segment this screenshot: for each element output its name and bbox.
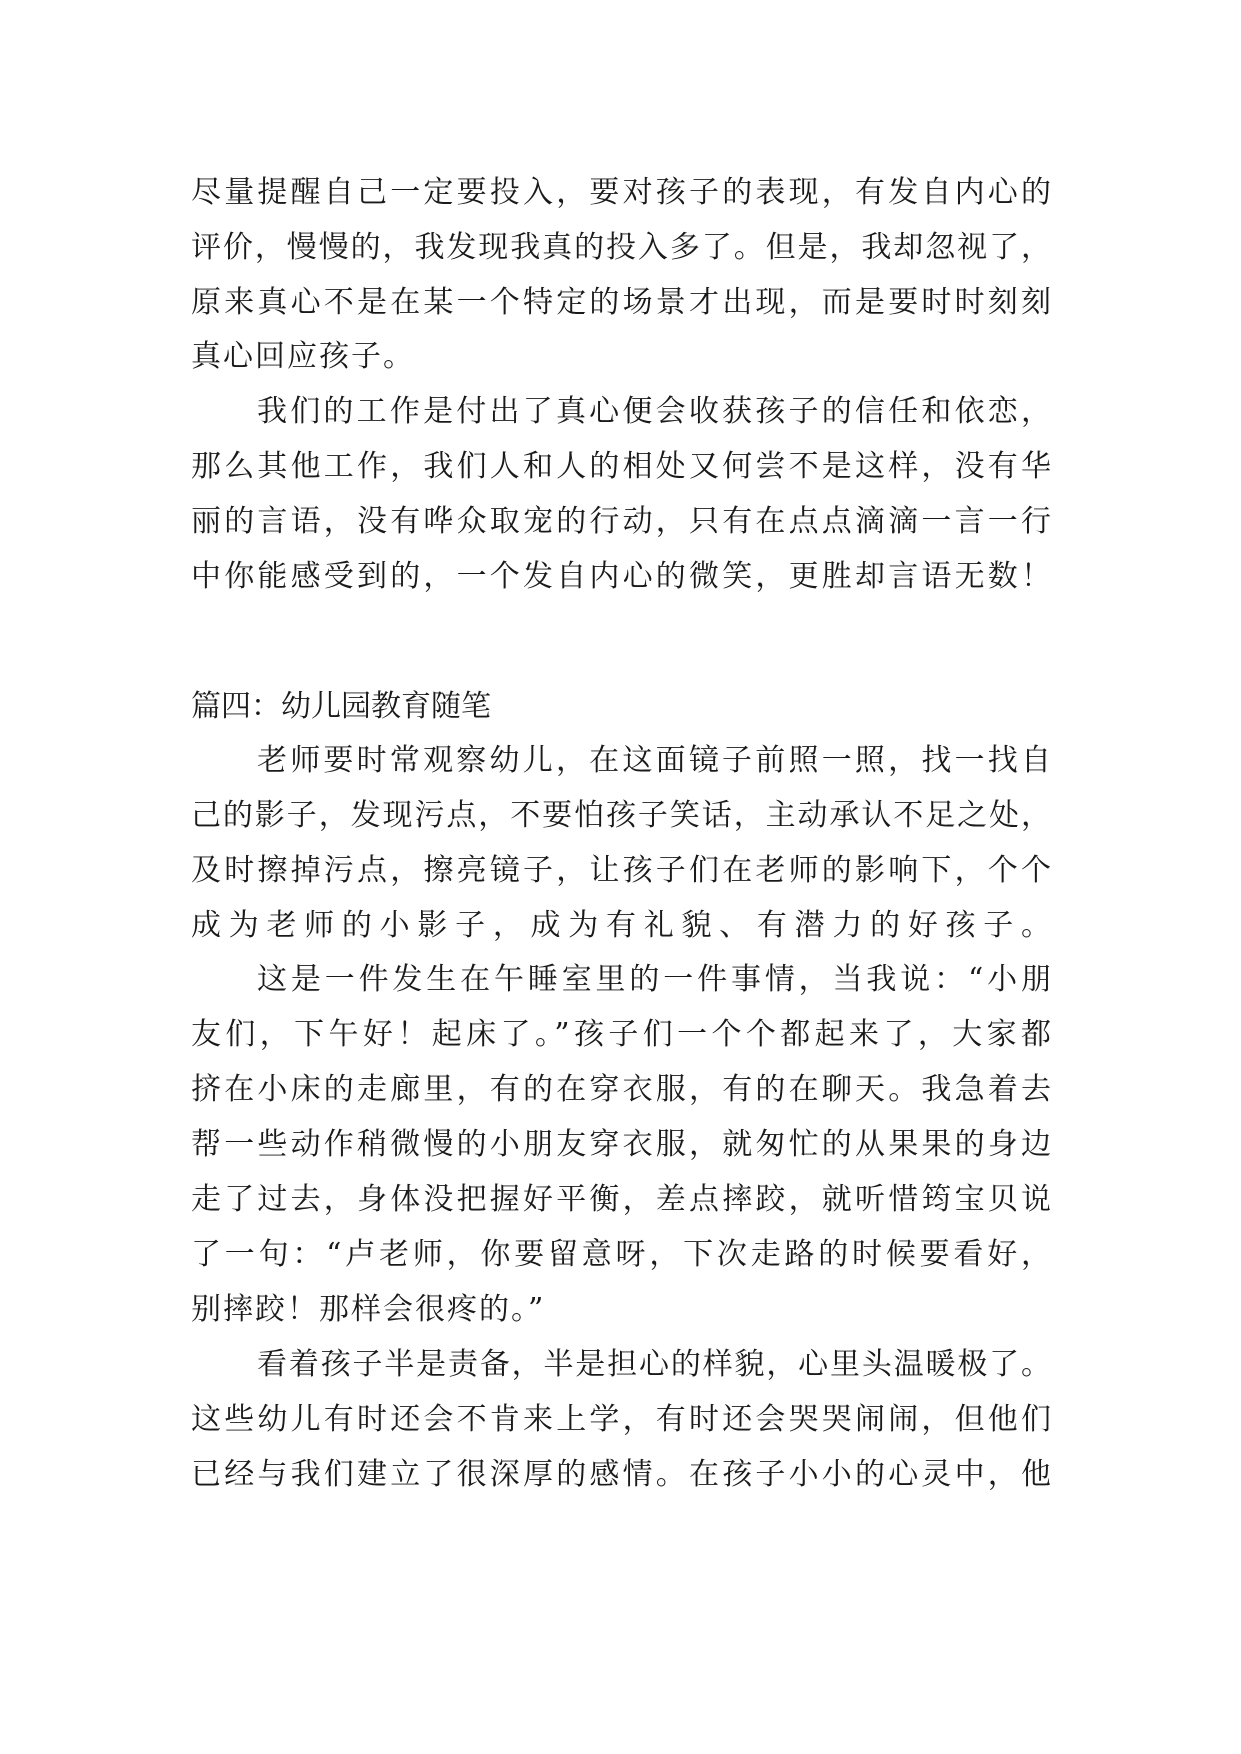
paragraph-3-line-4: 成为老师的小影子，成为有礼貌、有潜力的好孩子。 (191, 908, 1059, 943)
paragraph-1-line-4: 真心回应孩子。 (191, 339, 415, 374)
paragraph-4-line-6: 了一句：“卢老师，你要留意呀，下次走路的时候要看好， (191, 1237, 1055, 1272)
paragraph-3-line-2: 己的影子，发现污点，不要怕孩子笑话，主动承认不足之处， (191, 798, 1053, 833)
paragraph-3-line-3: 及时擦掉污点，擦亮镜子，让孩子们在老师的影响下，个个 (191, 853, 1055, 888)
paragraph-2-line-4: 中你能感受到的，一个发自内心的微笑，更胜却言语无数！ (191, 559, 1055, 594)
paragraph-2-line-2: 那么其他工作，我们人和人的相处又何尝不是这样，没有华 (191, 449, 1055, 484)
paragraph-4-line-7: 别摔跤！那样会很疼的。” (191, 1292, 546, 1327)
paragraph-4-line-3: 挤在小床的走廊里，有的在穿衣服，有的在聊天。我急着去 (191, 1072, 1055, 1107)
paragraph-4-line-1: 这是一件发生在午睡室里的一件事情，当我说：“小朋 (257, 962, 1055, 997)
paragraph-2-line-3: 丽的言语，没有哗众取宠的行动，只有在点点滴滴一言一行 (191, 504, 1055, 539)
paragraph-5-line-2: 这些幼儿有时还会不肯来上学，有时还会哭哭闹闹，但他们 (191, 1402, 1055, 1437)
paragraph-5-line-1: 看着孩子半是责备，半是担心的样貌，心里头温暖极了。 (257, 1347, 1053, 1382)
paragraph-5-line-3: 已经与我们建立了很深厚的感情。在孩子小小的心灵中，他 (191, 1457, 1055, 1492)
paragraph-1-line-3: 原来真心不是在某一个特定的场景才出现，而是要时时刻刻 (191, 285, 1055, 320)
paragraph-1-line-2: 评价，慢慢的，我发现我真的投入多了。但是，我却忽视了， (191, 230, 1053, 265)
section-heading: 篇四：幼儿园教育随笔 (191, 689, 491, 724)
paragraph-1-line-1: 尽量提醒自己一定要投入，要对孩子的表现，有发自内心的 (191, 175, 1055, 210)
paragraph-2-line-1: 我们的工作是付出了真心便会收获孩子的信任和依恋， (257, 394, 1055, 429)
paragraph-4-line-4: 帮一些动作稍微慢的小朋友穿衣服，就匆忙的从果果的身边 (191, 1127, 1055, 1162)
paragraph-4-line-2: 友们，下午好！起床了。”孩子们一个个都起来了，大家都 (191, 1017, 1056, 1052)
paragraph-4-line-5: 走了过去，身体没把握好平衡，差点摔跤，就听惜筠宝贝说 (191, 1182, 1055, 1217)
paragraph-3-line-1: 老师要时常观察幼儿，在这面镜子前照一照，找一找自 (257, 743, 1055, 778)
